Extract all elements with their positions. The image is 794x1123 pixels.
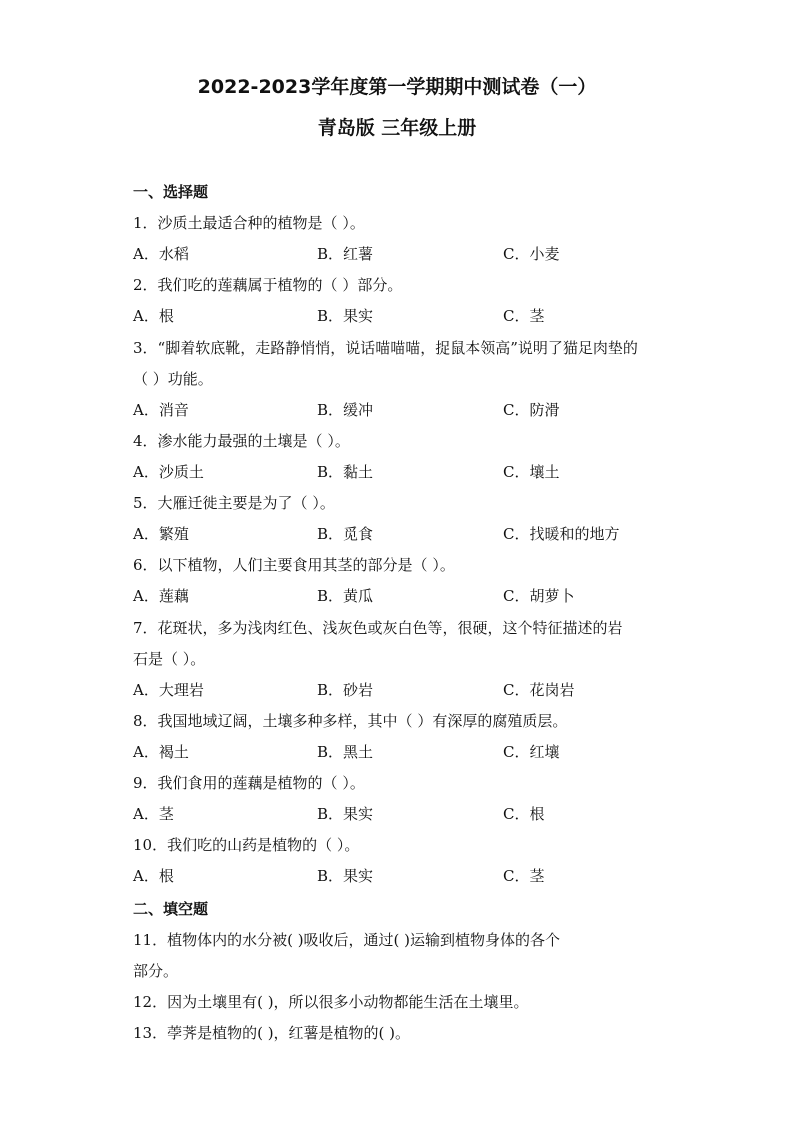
question-6: 6．以下植物，人们主要食用其茎的部分是（ ）。 [133,556,455,574]
option-b: B．果实 [317,307,374,325]
question-13: 13．荸荠是植物的( )，红薯是植物的( )。 [133,1024,411,1042]
section-heading-choice: 一、选择题 [133,183,209,201]
option-b: B．觅食 [317,525,374,543]
question-6-options [133,585,693,607]
exam-subtitle: 青岛版 三年级上册 [317,117,477,139]
question-2: 2．我们吃的莲藕属于植物的（ ）部分。 [133,276,403,294]
option-b: B．黄瓜 [317,587,374,605]
question-5-options [133,523,693,545]
exam-title: 2022-2023学年度第一学期期中测试卷（一） [197,76,597,98]
option-b: B．红薯 [317,245,374,263]
question-10-options [133,865,693,887]
option-b: B．黑土 [317,743,374,761]
option-b: B．砂岩 [317,681,374,699]
option-c: C．找暖和的地方 [503,525,620,543]
option-c: C．红壤 [503,743,560,761]
option-a: A．莲藕 [133,587,189,605]
question-1: 1．沙质土最适合种的植物是（ ）。 [133,214,365,232]
question-9-options [133,803,693,825]
question-7-continuation: 石是（ ）。 [133,650,206,668]
option-b: B．果实 [317,867,374,885]
option-c: C．胡萝卜 [503,587,575,605]
option-a: A．水稻 [133,245,189,263]
question-8: 8．我国地域辽阔，土壤多种多样，其中（ ）有深厚的腐殖质层。 [133,712,568,730]
option-c: C．小麦 [503,245,560,263]
option-a: A．繁殖 [133,525,189,543]
question-5: 5．大雁迁徙主要是为了（ ）。 [133,494,335,512]
question-11: 11．植物体内的水分被( )吸收后，通过( )运输到植物身体的各个 [133,931,561,949]
option-a: A．沙质土 [133,463,204,481]
question-3-options [133,399,693,421]
question-1-options [133,243,693,265]
question-8-options [133,741,693,763]
question-2-options [133,305,693,327]
option-a: A．大理岩 [133,681,204,699]
question-7: 7．花斑状，多为浅肉红色、浅灰色或灰白色等，很硬，这个特征描述的岩 [133,619,623,637]
option-c: C．壤土 [503,463,560,481]
question-4-options [133,461,693,483]
option-c: C．防滑 [503,401,560,419]
option-b: B．缓冲 [317,401,374,419]
option-a: A．茎 [133,805,174,823]
option-c: C．根 [503,805,545,823]
question-3-continuation: （ ）功能。 [133,370,213,388]
option-a: A．褐土 [133,743,189,761]
question-10: 10．我们吃的山药是植物的（ ）。 [133,836,360,854]
question-3: 3．“脚着软底靴，走路静悄悄，说话喵喵喵，捉鼠本领高”说明了猫足肉垫的 [133,339,638,357]
question-4: 4．渗水能力最强的土壤是（ ）。 [133,432,350,450]
option-a: A．根 [133,307,174,325]
option-b: B．果实 [317,805,374,823]
option-a: A．根 [133,867,174,885]
option-b: B．黏土 [317,463,374,481]
section-heading-fill-in: 二、填空题 [133,900,209,918]
option-a: A．消音 [133,401,189,419]
question-12: 12．因为土壤里有( )，所以很多小动物都能生活在土壤里。 [133,993,529,1011]
option-c: C．茎 [503,307,545,325]
question-11-continuation: 部分。 [133,962,179,980]
option-c: C．花岗岩 [503,681,575,699]
question-7-options [133,679,693,701]
question-9: 9．我们食用的莲藕是植物的（ ）。 [133,774,365,792]
option-c: C．茎 [503,867,545,885]
